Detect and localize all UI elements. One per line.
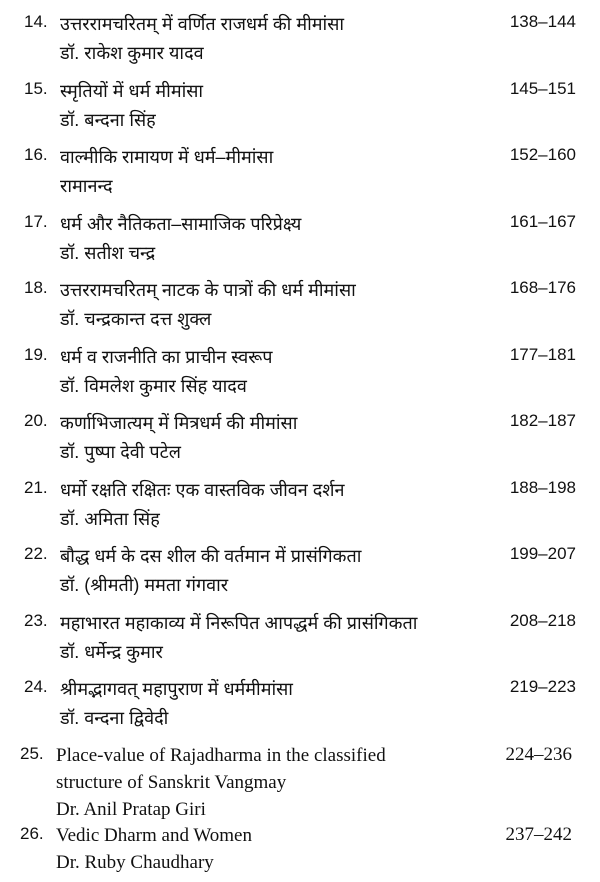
- toc-entry: [0, 337, 600, 404]
- entry-pages: 138–144: [510, 12, 576, 32]
- entry-title-continued: structure of Sanskrit Vangmay: [56, 769, 450, 796]
- entry-text: [56, 822, 450, 876]
- entry-number: 25.: [20, 744, 44, 764]
- entry-author: डॉ. विमलेश कुमार सिंह यादव: [60, 372, 450, 401]
- entry-number: 26.: [20, 824, 44, 844]
- entry-pages: 224–236: [506, 744, 573, 766]
- entry-title: उत्तररामचरितम् में वर्णित राजधर्म की मीमांसा: [60, 10, 450, 39]
- entry-title: स्मृतियों में धर्म मीमांसा: [60, 77, 450, 106]
- entry-title: धर्म और नैतिकता–सामाजिक परिप्रेक्ष्य: [60, 210, 450, 239]
- entry-title: वाल्मीकि रामायण में धर्म–मीमांसा: [60, 143, 450, 172]
- toc-entry: [0, 4, 600, 71]
- entry-text: [60, 409, 450, 467]
- entry-author: Dr. Anil Pratap Giri: [56, 796, 450, 823]
- entry-text: [60, 542, 450, 600]
- entry-title: उत्तररामचरितम् नाटक के पात्रों की धर्म मीमांसा: [60, 276, 450, 305]
- entry-author: डॉ. अमिता सिंह: [60, 505, 450, 534]
- entry-author: Dr. Ruby Chaudhary: [56, 849, 450, 876]
- entry-pages: 208–218: [510, 611, 576, 631]
- entry-text: [60, 210, 450, 268]
- entry-author: डॉ. धर्मेन्द्र कुमार: [60, 638, 450, 667]
- entry-pages: 145–151: [510, 79, 576, 99]
- entry-number: 19.: [24, 345, 48, 365]
- entry-number: 22.: [24, 544, 48, 564]
- entry-text: [60, 77, 450, 135]
- entry-title: धर्मो रक्षति रक्षितः एक वास्तविक जीवन दर्शन: [60, 476, 450, 505]
- toc-entry: [0, 204, 600, 271]
- entry-text: [60, 675, 450, 733]
- entry-title: Place-value of Rajadharma in the classified: [56, 742, 450, 769]
- entry-number: 23.: [24, 611, 48, 631]
- entry-number: 20.: [24, 411, 48, 431]
- toc-entry: [0, 270, 600, 337]
- entry-number: 24.: [24, 677, 48, 697]
- toc-entry: [0, 71, 600, 138]
- entry-number: 17.: [24, 212, 48, 232]
- toc-entry: [0, 603, 600, 670]
- entry-pages: 182–187: [510, 411, 576, 431]
- entry-text: [56, 742, 450, 823]
- entry-pages: 168–176: [510, 278, 576, 298]
- entry-text: [60, 276, 450, 334]
- toc-entry: [0, 470, 600, 537]
- entry-title: बौद्ध धर्म के दस शील की वर्तमान में प्रासंगिकता: [60, 542, 450, 571]
- toc-entry: [0, 536, 600, 603]
- entry-pages: 188–198: [510, 478, 576, 498]
- toc-entry: [0, 403, 600, 470]
- entry-author: रामानन्द: [60, 172, 450, 201]
- entry-title: महाभारत महाकाव्य में निरूपित आपद्धर्म की प्रासंगिकता: [60, 609, 450, 638]
- table-of-contents: [0, 4, 600, 882]
- entry-pages: 199–207: [510, 544, 576, 564]
- toc-entry: [0, 669, 600, 736]
- entry-title: धर्म व राजनीति का प्राचीन स्वरूप: [60, 343, 450, 372]
- entry-author: डॉ. सतीश चन्द्र: [60, 239, 450, 268]
- entry-text: [60, 476, 450, 534]
- entry-pages: 219–223: [510, 677, 576, 697]
- entry-number: 18.: [24, 278, 48, 298]
- entry-author: डॉ. चन्द्रकान्त दत्त शुक्ल: [60, 305, 450, 334]
- entry-title: कर्णाभिजात्यम् में मित्रधर्म की मीमांसा: [60, 409, 450, 438]
- entry-pages: 152–160: [510, 145, 576, 165]
- entry-number: 15.: [24, 79, 48, 99]
- toc-entry: [0, 137, 600, 204]
- entry-text: [60, 143, 450, 201]
- entry-pages: 237–242: [506, 824, 573, 846]
- entry-number: 21.: [24, 478, 48, 498]
- entry-pages: 177–181: [510, 345, 576, 365]
- entry-author: डॉ. बन्दना सिंह: [60, 106, 450, 135]
- entry-text: [60, 609, 450, 667]
- entry-title: श्रीमद्भागवत् महापुराण में धर्ममीमांसा: [60, 675, 450, 704]
- toc-entry: [0, 736, 600, 816]
- entry-text: [60, 10, 450, 68]
- entry-author: डॉ. राकेश कुमार यादव: [60, 39, 450, 68]
- entry-number: 16.: [24, 145, 48, 165]
- toc-entry: [0, 816, 600, 882]
- entry-number: 14.: [24, 12, 48, 32]
- entry-title: Vedic Dharm and Women: [56, 822, 450, 849]
- entry-author: डॉ. पुष्पा देवी पटेल: [60, 438, 450, 467]
- entry-author: डॉ. वन्दना द्विवेदी: [60, 704, 450, 733]
- entry-pages: 161–167: [510, 212, 576, 232]
- entry-author: डॉ. (श्रीमती) ममता गंगवार: [60, 571, 450, 600]
- entry-text: [60, 343, 450, 401]
